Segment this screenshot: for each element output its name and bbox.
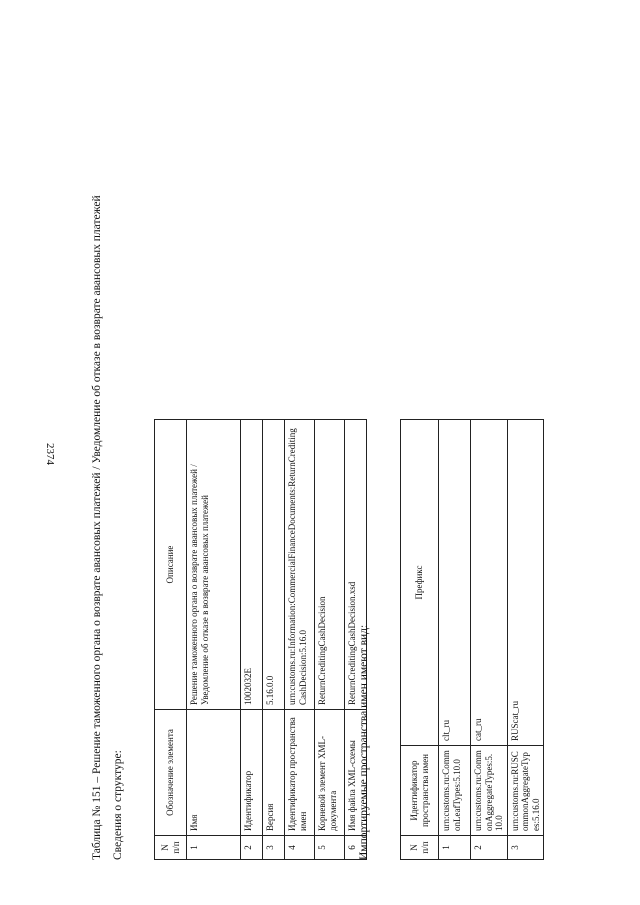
row-number: 3 [507, 836, 544, 860]
element-name: Идентификатор [241, 710, 263, 836]
table-row [315, 420, 345, 860]
table-row [187, 420, 241, 860]
column-header: Обозначение элемента [155, 710, 187, 836]
table-header-row [155, 420, 187, 860]
page-number: 2374 [44, 443, 56, 465]
table-caption: Таблица № 151 – Решение таможенного органа о возврате авансовых платежей / Уведомление об отказе в возврате авансовых платежей [91, 195, 103, 860]
element-name: Имя [187, 710, 241, 836]
namespace-id: urn:customs.ru:CommonLeafTypes:5.10.0 [439, 746, 471, 836]
table-row [241, 420, 263, 860]
element-description: urn:customs.ru:Information:CommercialFinanceDocuments:ReturnCreditingCashDecision:5.16.0 [285, 420, 315, 710]
row-number: 1 [439, 836, 471, 860]
namespaces-table [400, 419, 544, 860]
table-row [285, 420, 315, 860]
rotated-sheet [90, 80, 560, 860]
namespaces-heading: Импортируемые пространства имен имеют вид: [358, 624, 370, 860]
namespace-prefix: cat_ru [471, 420, 508, 746]
row-number: 6 [345, 836, 367, 860]
namespace-id: urn:customs.ru:RUSCommonAggregateTypes:5.16.0 [507, 746, 544, 836]
element-name: Версия [263, 710, 285, 836]
row-number: 4 [285, 836, 315, 860]
column-header: Описание [155, 420, 187, 710]
namespace-id: urn:customs.ru:CommonAggregateTypes:5.10.0 [471, 746, 508, 836]
structure-heading: Сведения о структуре: [112, 750, 124, 860]
element-name: Корневой элемент XML-документа [315, 710, 345, 836]
namespace-prefix: RUScat_ru [507, 420, 544, 746]
row-number: 2 [241, 836, 263, 860]
row-number: 5 [315, 836, 345, 860]
element-description: 5.16.0.0 [263, 420, 285, 710]
element-description: Решение таможенного органа о возврате авансовых платежей / Уведомление об отказе в возврате авансовых платежей [187, 420, 241, 710]
row-number: 2 [471, 836, 508, 860]
namespace-prefix: clt_ru [439, 420, 471, 746]
table-row [471, 420, 508, 860]
element-description: 1002032E [241, 420, 263, 710]
table-row [263, 420, 285, 860]
column-header: Идентификатор пространства имен [401, 746, 439, 836]
table-header-row [401, 420, 439, 860]
column-header: N п/п [401, 836, 439, 860]
column-header: N п/п [155, 836, 187, 860]
element-description: ReturnCreditingCashDecision [315, 420, 345, 710]
element-name: Имя файла XML-схемы [345, 710, 367, 836]
row-number: 1 [187, 836, 241, 860]
row-number: 3 [263, 836, 285, 860]
column-header: Префикс [401, 420, 439, 746]
structure-table [154, 419, 367, 860]
element-description: ReturnCreditingCashDecision.xsd [345, 420, 367, 710]
table-row [439, 420, 471, 860]
element-name: Идентификатор пространства имен [285, 710, 315, 836]
table-row [507, 420, 544, 860]
